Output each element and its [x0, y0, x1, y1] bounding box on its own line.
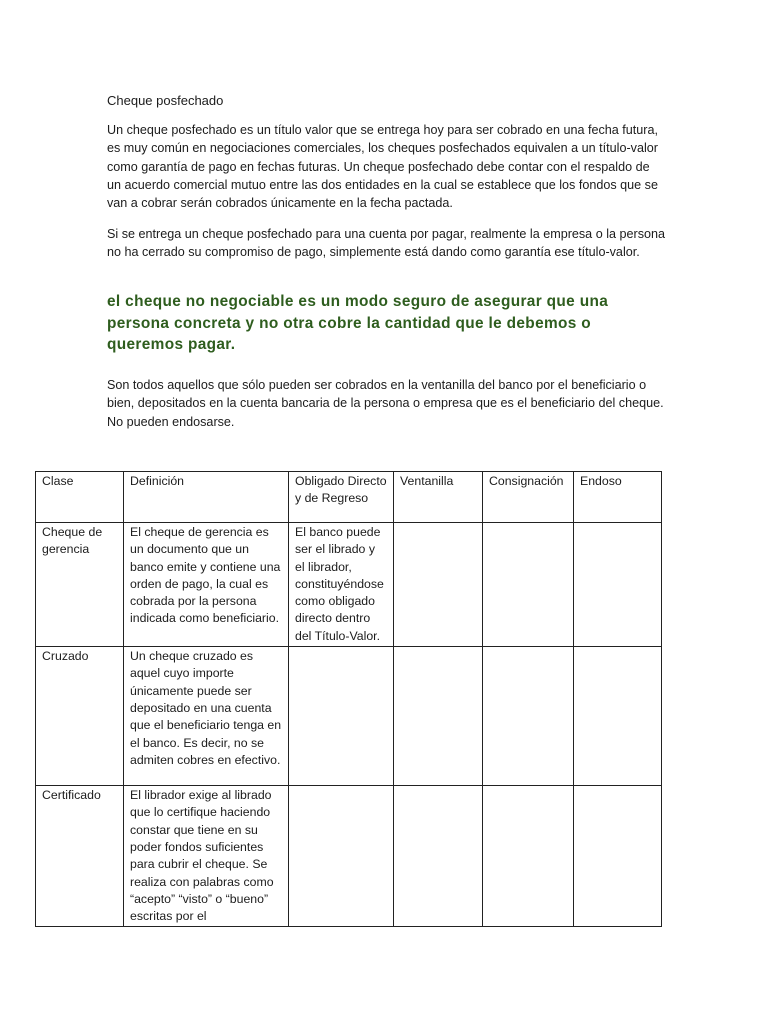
table-row [36, 786, 662, 927]
cell-endoso [574, 786, 662, 927]
highlight-no-negociable: el cheque no negociable es un modo seguro de asegurar que una persona concreta y no otra cobre la cantidad que le debemos o queremos pagar. [107, 293, 609, 353]
cell-definicion: El cheque de gerencia es un documento que un banco emite y contiene una orden de pago, la cual es cobrada por la persona indicada como beneficiario. [124, 523, 289, 647]
table-row [36, 647, 662, 786]
cell-clase: Certificado [36, 786, 124, 927]
cell-definicion: Un cheque cruzado es aquel cuyo importe únicamente puede ser depositado en una cuenta que el beneficiario tenga en el banco. Es decir, no se admiten cobres en efectivo. [124, 647, 289, 786]
cell-obligado [289, 786, 394, 927]
cell-consignacion [483, 523, 574, 647]
cell-endoso [574, 647, 662, 786]
column-header-obligado: Obligado Directo y de Regreso [289, 472, 394, 523]
cell-clase: Cruzado [36, 647, 124, 786]
table-row [36, 523, 662, 647]
cell-clase: Cheque de gerencia [36, 523, 124, 647]
column-header-definicion: Definición [124, 472, 289, 523]
cell-ventanilla [394, 523, 483, 647]
cell-consignacion [483, 647, 574, 786]
page-title: Cheque posfechado [107, 93, 224, 108]
cell-endoso [574, 523, 662, 647]
cell-obligado [289, 647, 394, 786]
column-header-ventanilla: Ventanilla [394, 472, 483, 523]
cell-ventanilla [394, 647, 483, 786]
cheque-classes-table [35, 471, 662, 927]
paragraph-posfechado-guarantee: Si se entrega un cheque posfechado para una cuenta por pagar, realmente la empresa o la persona no ha cerrado su compromiso de pago, simplemente está dando como garantía ese título-valor. [107, 227, 666, 260]
paragraph-posfechado-definition: Un cheque posfechado es un título valor que se entrega hoy para ser cobrado en una fecha futura, es muy común en negociaciones comerciales, los cheques posfechados equivalen a un título-valor como garantía de pago en fechas futuras. Un cheque posfechado debe contar con el respaldo de un acuerdo comercial mutuo entre las dos entidades en la cual se establece que los fondos que se van a cobrar serán cobrados únicamente en la fecha pactada. [107, 123, 659, 211]
paragraph-no-negociable-description: Son todos aquellos que sólo pueden ser cobrados en la ventanilla del banco por el beneficiario o bien, depositados en la cuenta bancaria de la persona o empresa que es el beneficiario del cheque. No pueden endosarse. [107, 378, 664, 429]
cell-definicion: El librador exige al librado que lo certifique haciendo constar que tiene en su poder fondos suficientes para cubrir el cheque. Se realiza con palabras como “acepto” “visto” o “bueno” escritas por el [124, 786, 289, 927]
cell-consignacion [483, 786, 574, 927]
column-header-endoso: Endoso [574, 472, 662, 523]
cell-obligado: El banco puede ser el librado y el librador, constituyéndose como obligado directo dentro del Título-Valor. [289, 523, 394, 647]
column-header-consignacion: Consignación [483, 472, 574, 523]
cell-ventanilla [394, 786, 483, 927]
table-header-row [36, 472, 662, 523]
column-header-clase: Clase [36, 472, 124, 523]
